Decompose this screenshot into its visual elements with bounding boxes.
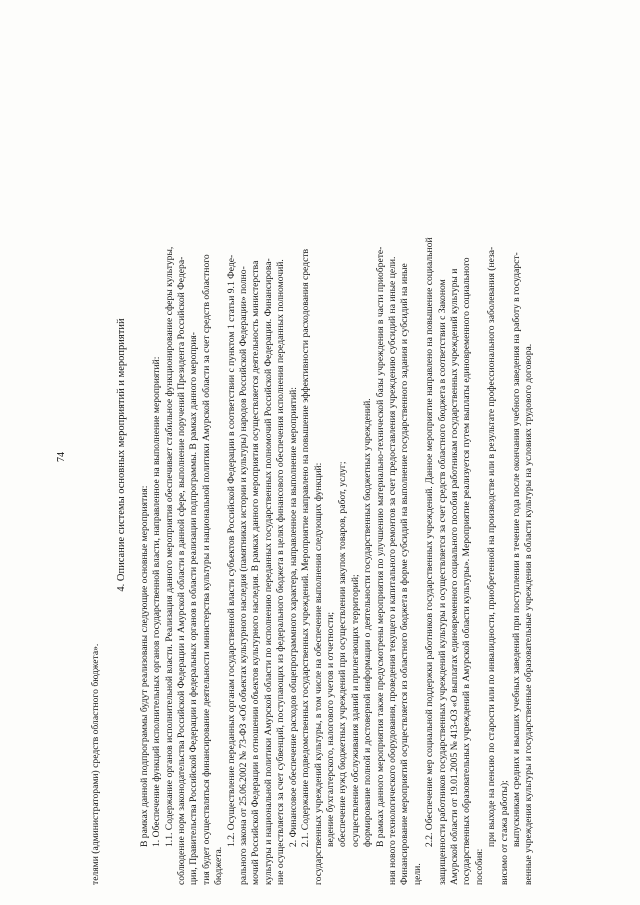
paragraph-line: 2.2. Обеспечение мер социальной поддержки работников государственных учреждений. Данное мероприятие направлено на повышение социальной: [424, 237, 436, 847]
paragraph-line: защищенности работников государственных учреждений культуры и осуществляется за счет средств областного бюджета в соответствии с Законом: [436, 279, 448, 885]
paragraph-line: осуществление обслуживания зданий и прилегающих территорий;: [349, 574, 361, 847]
page-number: 74: [56, 452, 67, 462]
paragraph-line: при выходе на пенсию по старости или по инвалидности, приобретенной на производстве или в результате профессионального заболевания (неза-: [486, 246, 498, 847]
paragraph-line: культуры и национальной политики Амурской области по исполнению переданных государственных полномочий Российской Федерации. Финансирова-: [262, 258, 274, 885]
paragraph-line: венные учреждения культуры и государственные образовательные учреждения в области культуры на условиях трудового договора.: [523, 343, 535, 885]
paragraph-line: 1. Обеспечение функций исполнительных органов государственной власти, направленное на выполнение мероприятий:: [151, 356, 163, 847]
paragraph-line: ведение бухгалтерского, налогового учетов и отчетности;: [324, 611, 336, 847]
paragraph-line: висимо от стажа работы);: [498, 780, 510, 885]
paragraph-line: бюджета.: [213, 846, 225, 885]
top-line: телями (администраторами) средств областного бюджета».: [90, 643, 101, 885]
paragraph-line: Амурской области от 19.01.2005 № 413-ОЗ «О выплатах единовременного социального пособия работникам государственных учреждений культуры и: [448, 268, 460, 885]
section-heading: 4. Описание системы основных мероприятий и мероприятий: [116, 318, 128, 592]
paragraph-line: цели.: [411, 863, 423, 885]
paragraph-line: государственных образовательных учреждений в Амурской области культуры». Мероприятие реализуется путем выплаты единовременного социального: [461, 257, 473, 885]
paragraph-line: ции, Правительства Российской Федерации и федеральных органов в области реализации подпрограммы. В рамках данного мероприя-: [188, 331, 200, 885]
paragraph-line: В рамках данного мероприятия также предусмотрены мероприятия по улучшению материально-технической базы учреждения в части приобрете-: [374, 246, 386, 847]
paragraph-line: выпускникам средних и высших учебных заведений при поступлении в течение года после окончания учебного заведения на работу в государст-: [511, 252, 522, 847]
paragraph-line: В рамках данной подпрограммы будут реализованы следующие основные мероприятия:: [138, 485, 150, 847]
paragraph-line: государственных учреждений культуры, в том числе на обеспечение выполнения следующих функций:: [312, 462, 324, 885]
paragraph-line: пособия:: [473, 848, 485, 885]
paragraph-line: формирование полной и достоверной информации о деятельности государственных бюджетных учреждений.: [362, 398, 374, 847]
paragraph-line: соблюдение норм законодательства Российской Федерации и Амурской области в данной сфере, выполнение поручений Президента Российской Федера-: [176, 256, 188, 885]
paragraph-line: мочий Российской Федерации в отношении объектов культурного наследия. В рамках данного мероприятия осуществляется деятельность министерства: [250, 260, 262, 885]
paragraph-line: 1.1. Содержание органов исполнительной власти. Реализация данного мероприятия обеспечивает стабильное функционирование сферы культуры,: [163, 246, 175, 847]
paragraph-line: Финансирование мероприятий осуществляется из областного бюджета в форме субсидий на выполнение государственного задания и субсидий на иные: [399, 263, 411, 885]
paragraph-line: 2.1. Содержание подведомственных государственных учреждений. Мероприятие направлено на повышение эффективности расходования средств: [300, 248, 312, 847]
rotated-text-block: [90, 25, 640, 885]
paragraph-line: тия будет осуществляться финансирование деятельности министерства культуры и национальной политики Амурской области за счет средств областного: [200, 254, 212, 885]
paragraph-line: 2. Финансовое обеспечение расходов общепрограммного характера, направленное на выполнение мероприятий:: [287, 387, 299, 847]
paragraph-line: 1.2. Осуществление переданных органам государственной власти субъектов Российской Федерации в соответствии с пунктом 1 статьи 9.1 Феде-: [225, 254, 237, 847]
paragraph-line: рального закона от 25.06.2002 № 73-ФЗ «Об объектах культурного наследия (памятниках истории и культуры) народов Российской Федерации» полно-: [238, 266, 250, 885]
paragraph-line: ние осуществляется за счет субвенций, поступающих из федерального бюджета в целях финансового обеспечения исполнения переданных полномочий.: [275, 259, 287, 885]
paragraph-line: ния нового технологического оборудования, проведения текущего и капитального ремонтов за счет предоставления учреждению субсидий на иные цели.: [386, 256, 398, 885]
paragraph-line: обеспечение нужд бюджетных учреждений при осуществлении закупок товаров, работ, услуг;: [337, 461, 349, 847]
